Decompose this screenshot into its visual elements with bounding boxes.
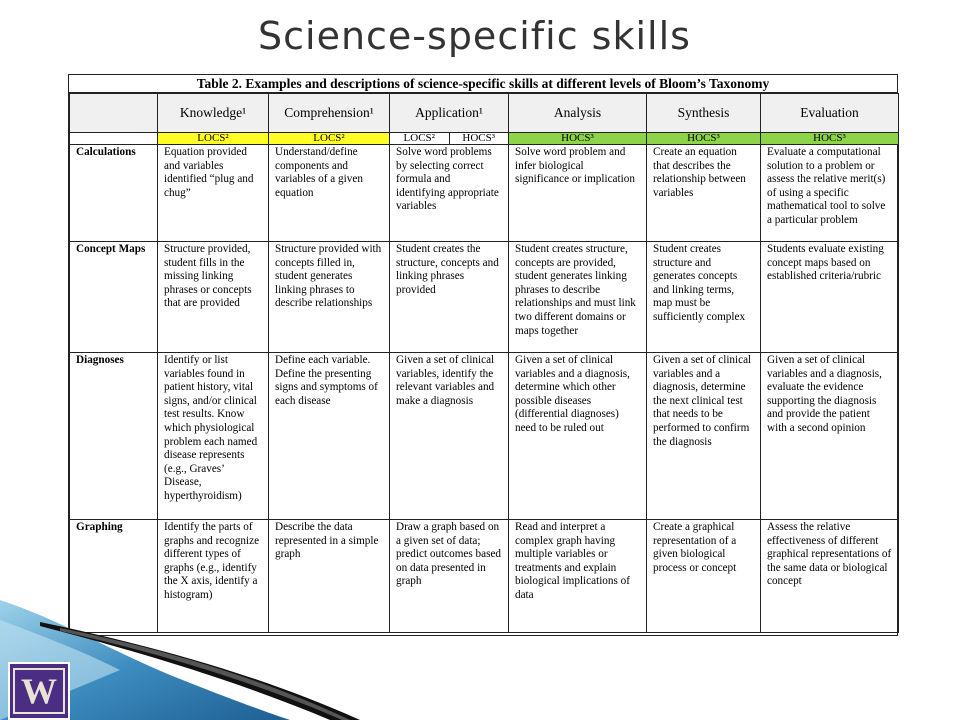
- header-analysis: Analysis: [509, 94, 647, 133]
- document-table-image: [68, 74, 898, 636]
- decorative-swoosh: [0, 590, 960, 720]
- table-cell: Student creates structure, concepts are provided, student generates linking phrases to describe relationships and must link two different domains or maps together: [509, 242, 647, 353]
- row-label: Graphing: [70, 520, 158, 633]
- table-row: [70, 353, 899, 520]
- level-row: [70, 133, 899, 145]
- table-cell: Structure provided with concepts filled in, student generates linking phrases to describe relationships: [269, 242, 390, 353]
- table-cell: Structure provided, student fills in the missing linking phrases or concepts that are provided: [158, 242, 269, 353]
- table-caption: Table 2. Examples and descriptions of science-specific skills at different levels of Bloom’s Taxonomy: [69, 75, 897, 93]
- header-comprehension: Comprehension¹: [269, 94, 390, 133]
- table-cell: Draw a graph based on a given set of data; predict outcomes based on data presented in graph: [390, 520, 509, 633]
- table-cell: Equation provided and variables identified “plug and chug”: [158, 145, 269, 242]
- table-cell: Read and interpret a complex graph having multiple variables or treatments and explain biological implications of data: [509, 520, 647, 633]
- level-synthesis: HOCS³: [647, 133, 761, 145]
- table-cell: Students evaluate existing concept maps based on established criteria/rubric: [761, 242, 899, 353]
- header-evaluation: Evaluation: [761, 94, 899, 133]
- table-cell: Evaluate a computational solution to a problem or assess the relative merit(s) of using a specific mathematical tool to solve a particular problem: [761, 145, 899, 242]
- table-cell: Student creates structure and generates concepts and linking terms, map must be sufficiently complex: [647, 242, 761, 353]
- table-row: [70, 145, 899, 242]
- level-application-hocs: HOCS³: [449, 133, 509, 144]
- table-cell: Create an equation that describes the relationship between variables: [647, 145, 761, 242]
- table-cell: Solve word problem and infer biological significance or implication: [509, 145, 647, 242]
- level-application: [390, 133, 509, 145]
- skills-table: [69, 93, 899, 633]
- table-cell: Describe the data represented in a simple graph: [269, 520, 390, 633]
- row-label: Concept Maps: [70, 242, 158, 353]
- table-cell: Given a set of clinical variables and a diagnosis, determine which other possible diseases (differential diagnoses) need to be ruled out: [509, 353, 647, 520]
- table-row: [70, 242, 899, 353]
- table-cell: Given a set of clinical variables, identify the relevant variables and make a diagnosis: [390, 353, 509, 520]
- table-cell: Solve word problems by selecting correct formula and identifying appropriate variables: [390, 145, 509, 242]
- level-comprehension: LOCS²: [269, 133, 390, 145]
- level-corner: [70, 133, 158, 145]
- uw-logo: [8, 662, 70, 720]
- row-label: Calculations: [70, 145, 158, 242]
- table-cell: Create a graphical representation of a given biological process or concept: [647, 520, 761, 633]
- header-synthesis: Synthesis: [647, 94, 761, 133]
- level-knowledge: LOCS²: [158, 133, 269, 145]
- table-cell: Understand/define components and variables of a given equation: [269, 145, 390, 242]
- header-application: Application¹: [390, 94, 509, 133]
- header-knowledge: Knowledge¹: [158, 94, 269, 133]
- level-analysis: HOCS³: [509, 133, 647, 145]
- table-cell: Given a set of clinical variables and a diagnosis, determine the next clinical test that needs to be performed to confirm the diagnosis: [647, 353, 761, 520]
- level-evaluation: HOCS³: [761, 133, 899, 145]
- logo-letter: W: [13, 668, 65, 714]
- header-corner: [70, 94, 158, 133]
- slide-title: Science-specific skills: [258, 14, 691, 58]
- table-cell: Define each variable. Define the presenting signs and symptoms of each disease: [269, 353, 390, 520]
- table-cell: Student creates the structure, concepts and linking phrases provided: [390, 242, 509, 353]
- table-cell: Identify the parts of graphs and recognize different types of graphs (e.g., identify the X axis, identify a histogram): [158, 520, 269, 633]
- level-application-locs: LOCS²: [403, 132, 435, 144]
- table-cell: Identify or list variables found in patient history, vital signs, and/or clinical test results. Know which physiological problem each named disease represents (e.g., Graves’ Disease, hyperthyroidism): [158, 353, 269, 520]
- row-label: Diagnoses: [70, 353, 158, 520]
- table-cell: Given a set of clinical variables and a diagnosis, evaluate the evidence supporting the diagnosis and provide the patient with a second opinion: [761, 353, 899, 520]
- table-cell: Assess the relative effectiveness of different graphical representations of the same data or biological concept: [761, 520, 899, 633]
- header-row: [70, 94, 899, 133]
